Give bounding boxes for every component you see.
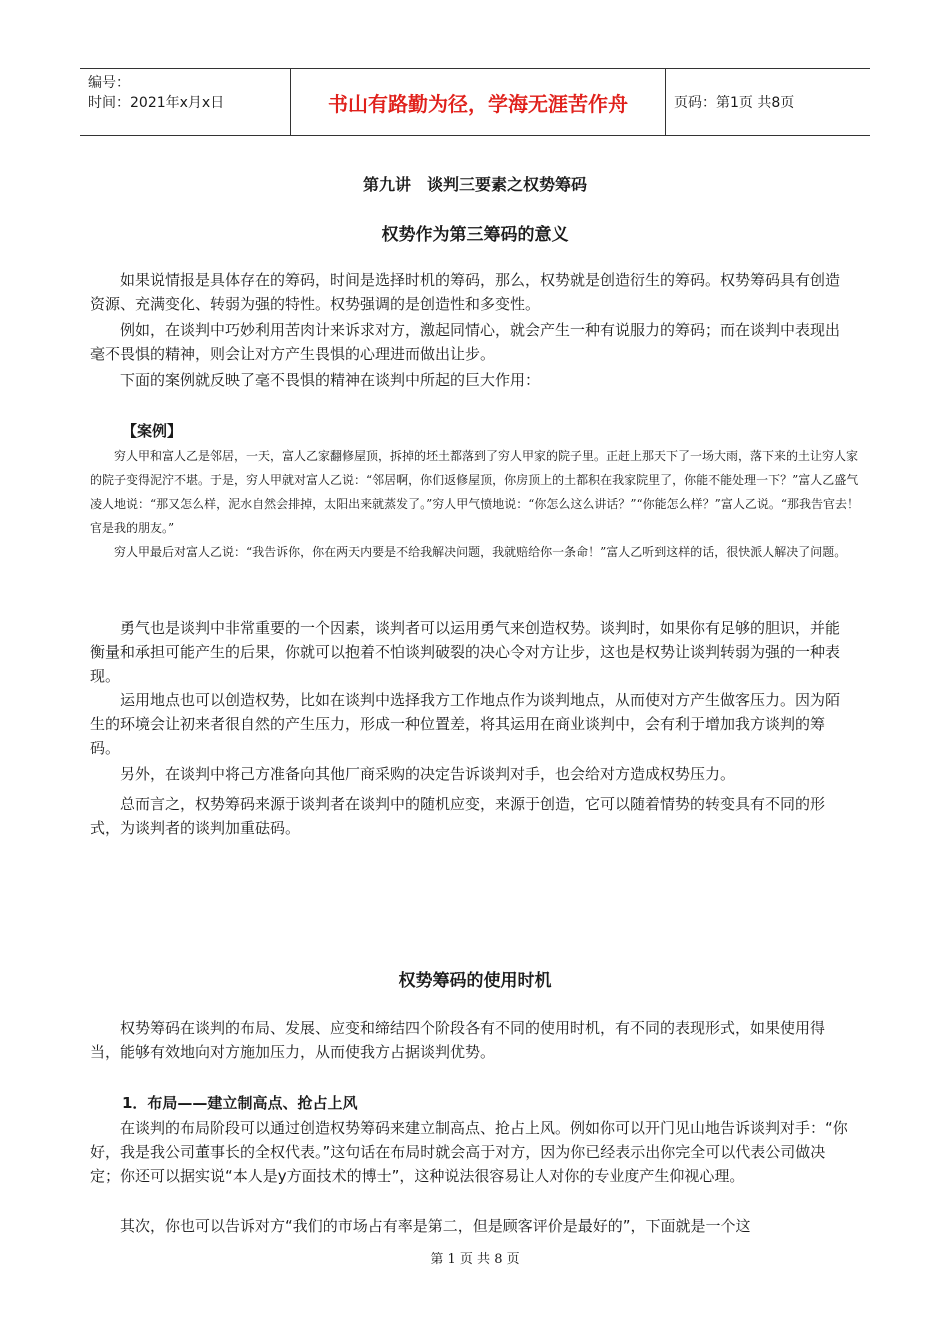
- header-meta: [80, 69, 290, 135]
- page-header: [80, 68, 870, 136]
- number-label: 编号：: [88, 75, 130, 91]
- paragraph: 如果说情报是具体存在的筹码，时间是选择时机的筹码，那么，权势就是创造衍生的筹码。权势筹码具有创造资源、充满变化、转弱为强的特性。权势强调的是创造性和多变性。: [90, 271, 841, 313]
- paragraph: 权势筹码在谈判的布局、发展、应变和缔结四个阶段各有不同的使用时机，有不同的表现形式，如果使用得当，能够有效地向对方施加压力，从而使我方占据谈判优势。: [90, 1019, 826, 1061]
- page-footer: 第 1 页 共 8 页: [430, 1252, 520, 1267]
- case-heading: 【案例】: [122, 422, 183, 440]
- paragraph: 在谈判的布局阶段可以通过创造权势筹码来建立制高点、抢占上风。例如你可以开门见山地告诉谈判对手：“你好，我是我公司董事长的全权代表。”这句话在布局时就会高于对方，因为你已经表示出你完全可以代表公司做决定；你还可以据实说“本人是y方面技术的博士”，这种说法很容易让人对你的专业度产生仰视心理。: [90, 1119, 848, 1185]
- paragraph: 另外，在谈判中将己方准备向其他厂商采购的决定告诉谈判对手，也会给对方造成权势压力。: [120, 765, 736, 783]
- paragraph: 其次，你也可以告诉对方“我们的市场占有率是第二，但是顾客评价是最好的”，下面就是一个这: [120, 1217, 751, 1235]
- date-label: 时间：2021年x月x日: [88, 95, 225, 111]
- case-paragraph: 穷人甲最后对富人乙说：“我告诉你，你在两天内要是不给我解决问题，我就赔给你一条命！”富人乙听到这样的话，很快派人解决了问题。: [114, 545, 847, 559]
- section-title: 权势作为第三筹码的意义: [381, 225, 569, 245]
- header-motto: 书山有路勤为径，学海无涯苦作舟: [290, 69, 666, 135]
- lecture-title: 第九讲 谈判三要素之权势筹码: [362, 175, 587, 194]
- header-page-info: 页码：第1页 共8页: [674, 95, 795, 111]
- subsection-heading: 1．布局——建立制高点、抢占上风: [122, 1094, 358, 1112]
- paragraph: 下面的案例就反映了毫不畏惧的精神在谈判中所起的巨大作用：: [120, 371, 541, 389]
- paragraph: 运用地点也可以创造权势，比如在谈判中选择我方工作地点作为谈判地点，从而使对方产生做客压力。因为陌生的环境会让初来者很自然的产生压力，形成一种位置差，将其运用在商业谈判中，会有利于增加我方谈判的筹码。: [90, 691, 841, 757]
- paragraph: 例如，在谈判中巧妙利用苦肉计来诉求对方，激起同情心，就会产生一种有说服力的筹码；而在谈判中表现出毫不畏惧的精神，则会让对方产生畏惧的心理进而做出让步。: [90, 321, 841, 363]
- section-title: 权势筹码的使用时机: [398, 971, 552, 991]
- case-paragraph: 穷人甲和富人乙是邻居，一天，富人乙家翻修屋顶，拆掉的坯土都落到了穷人甲家的院子里。正赶上那天下了一场大雨，落下来的土让穷人家的院子变得泥泞不堪。于是，穷人甲就对富人乙说：“邻居啊，你们返修屋顶，你房顶上的土都积在我家院里了，你能不能处理一下？”富人乙盛气凌人地说：“那又怎么样，泥水自然会排掉，太阳出来就蒸发了。”穷人甲气愤地说：“你怎么这么讲话？”“你能怎么样？”富人乙说。“那我告官去！官是我的朋友。”: [90, 449, 859, 535]
- paragraph: 总而言之，权势筹码来源于谈判者在谈判中的随机应变，来源于创造，它可以随着情势的转变具有不同的形式，为谈判者的谈判加重砝码。: [90, 795, 826, 837]
- paragraph: 勇气也是谈判中非常重要的一个因素，谈判者可以运用勇气来创造权势。谈判时，如果你有足够的胆识，并能衡量和承担可能产生的后果，你就可以抱着不怕谈判破裂的决心令对方让步，这也是权势让谈判转弱为强的一种表现。: [90, 619, 841, 685]
